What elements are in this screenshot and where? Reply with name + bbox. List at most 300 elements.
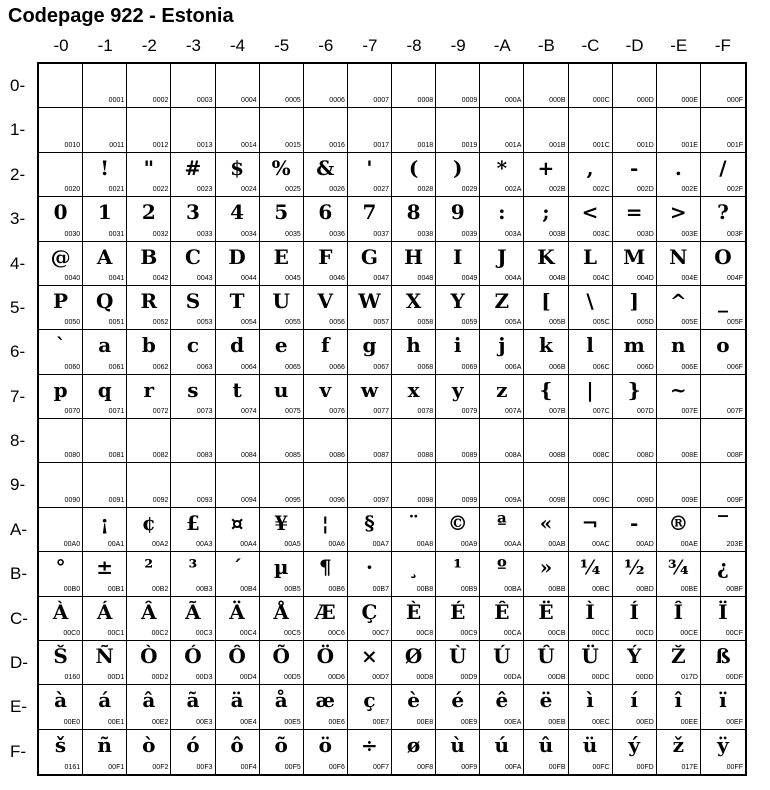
char-cell <box>348 286 392 330</box>
char-code: 00D6 <box>328 674 345 682</box>
char-code: 00A4 <box>240 541 257 549</box>
char-code: 006D <box>637 363 654 371</box>
char-cell <box>304 730 348 774</box>
char-cell <box>127 375 171 419</box>
char-cell <box>613 242 657 286</box>
char-glyph: º <box>496 555 507 580</box>
column-header: -D <box>625 36 644 55</box>
char-cell <box>436 641 480 685</box>
char-glyph: ^ <box>669 288 687 313</box>
char-code: 0063 <box>196 363 213 371</box>
char-code: 0005 <box>285 97 301 105</box>
char-cell <box>83 242 127 286</box>
char-code: 00CE <box>680 629 698 637</box>
char-code: 00EF <box>726 718 743 726</box>
char-cell <box>524 330 568 374</box>
char-cell <box>701 463 745 507</box>
char-cell <box>216 552 260 596</box>
char-code: 0036 <box>329 230 345 238</box>
char-glyph: § <box>364 510 375 535</box>
char-code: 0094 <box>241 496 257 504</box>
char-code: 00AC <box>592 541 610 549</box>
char-code: 00FD <box>636 764 654 771</box>
char-code: 00EE <box>680 718 698 726</box>
char-glyph: p <box>53 377 68 402</box>
char-glyph: ¨ <box>408 510 419 535</box>
char-cell <box>83 552 127 596</box>
char-glyph: ´ <box>232 555 243 580</box>
char-cell <box>436 508 480 552</box>
char-code: 00FC <box>592 764 610 771</box>
char-code: 0018 <box>417 141 434 149</box>
char-cell <box>436 375 480 419</box>
char-cell <box>524 375 568 419</box>
char-code: 00DD <box>635 674 654 682</box>
char-glyph: Õ <box>272 643 290 668</box>
char-glyph: " <box>143 155 155 180</box>
char-cell <box>657 508 701 552</box>
char-glyph: O <box>714 244 732 269</box>
char-cell <box>569 108 613 152</box>
char-cell <box>83 108 127 152</box>
column-header: -9 <box>450 36 466 55</box>
char-glyph: ê <box>495 688 509 713</box>
char-cell <box>613 197 657 241</box>
char-code: 0026 <box>329 186 345 194</box>
char-cell <box>436 242 480 286</box>
char-cell <box>127 330 171 374</box>
char-cell <box>436 597 480 641</box>
char-code: 00D5 <box>284 674 301 682</box>
column-header: -4 <box>229 36 246 55</box>
char-code: 00B1 <box>107 585 125 593</box>
char-glyph: Û <box>537 643 555 668</box>
char-cell <box>701 419 745 463</box>
char-cell <box>171 330 215 374</box>
char-code: 00ED <box>636 718 654 726</box>
char-code: 002B <box>549 186 566 194</box>
char-code: 008B <box>549 452 566 460</box>
char-code: 00E4 <box>240 718 257 726</box>
char-code: 001F <box>727 141 743 149</box>
char-cell <box>657 330 701 374</box>
char-cell <box>569 730 613 774</box>
char-code: 00F6 <box>328 764 345 771</box>
char-code: 000E <box>681 97 698 105</box>
char-glyph: É <box>450 599 466 624</box>
char-glyph: ] <box>629 288 639 313</box>
char-cell <box>569 330 613 374</box>
char-glyph: - <box>630 155 639 180</box>
char-glyph: * <box>496 155 508 180</box>
char-glyph: ý <box>628 732 640 757</box>
char-cell <box>39 730 83 774</box>
char-code: 00E7 <box>372 718 389 726</box>
char-code: 00DA <box>503 674 522 682</box>
char-glyph: # <box>184 155 202 180</box>
char-code: 00A7 <box>372 541 389 549</box>
char-cell <box>657 153 701 197</box>
char-glyph: i <box>453 333 462 358</box>
char-code: 00CB <box>547 629 566 637</box>
column-header: -5 <box>274 36 290 55</box>
row-header: 7- <box>10 386 26 406</box>
char-cell <box>480 685 524 729</box>
char-glyph: Ú <box>493 643 511 668</box>
char-glyph: + <box>537 155 555 180</box>
char-glyph: Ù <box>448 643 467 668</box>
char-glyph: / <box>719 155 727 180</box>
char-cell <box>304 463 348 507</box>
char-glyph: Y <box>450 288 465 313</box>
row-header: E- <box>10 697 27 717</box>
char-glyph: ? <box>717 200 729 225</box>
char-code: 00BB <box>548 585 566 593</box>
char-cell <box>524 286 568 330</box>
char-code: 004B <box>549 274 566 282</box>
char-glyph: ë <box>539 688 553 713</box>
char-code: 0085 <box>285 452 301 460</box>
char-glyph: Ò <box>140 643 158 668</box>
char-code: 00CA <box>503 629 522 637</box>
char-code: 017D <box>681 674 698 682</box>
char-code: 007A <box>505 408 522 415</box>
char-code: 0080 <box>64 452 81 460</box>
char-code: 0051 <box>108 319 125 327</box>
char-glyph: ž <box>672 732 684 757</box>
char-glyph: » <box>539 555 553 580</box>
char-cell <box>569 64 613 108</box>
char-code: 0040 <box>64 274 81 282</box>
char-code: 003B <box>549 230 566 238</box>
char-code: 00C6 <box>328 629 345 637</box>
char-glyph: . <box>674 155 682 180</box>
char-code: 00C0 <box>63 629 81 637</box>
char-cell <box>524 197 568 241</box>
char-code: 0061 <box>108 363 125 371</box>
char-cell <box>348 641 392 685</box>
char-glyph: ° <box>55 555 66 580</box>
char-code: 0039 <box>461 230 478 238</box>
char-cell <box>613 641 657 685</box>
char-code: 006A <box>505 363 522 371</box>
char-code: 0075 <box>285 408 301 415</box>
char-cell <box>171 286 215 330</box>
char-glyph: î <box>674 688 683 713</box>
row-header: 1- <box>10 120 26 140</box>
char-cell <box>260 197 304 241</box>
char-code: 00FF <box>726 764 743 771</box>
char-code: 00A0 <box>63 541 81 549</box>
char-glyph: ñ <box>97 732 112 757</box>
char-cell <box>127 197 171 241</box>
char-cell <box>524 552 568 596</box>
char-glyph: Â <box>141 599 157 624</box>
char-code: 00EB <box>548 718 566 726</box>
char-cell <box>613 64 657 108</box>
char-cell <box>39 419 83 463</box>
char-glyph: ÷ <box>361 732 378 757</box>
char-cell <box>216 64 260 108</box>
char-glyph: ó <box>186 732 200 757</box>
char-code: 004F <box>727 274 743 282</box>
char-cell <box>569 463 613 507</box>
char-cell <box>436 153 480 197</box>
column-header: -B <box>537 36 555 55</box>
char-code: 005A <box>505 319 522 327</box>
char-code: 00B3 <box>196 585 213 593</box>
char-glyph: 0 <box>53 200 68 225</box>
char-cell <box>524 463 568 507</box>
char-cell <box>436 64 480 108</box>
char-code: 0010 <box>64 141 81 149</box>
char-code: 0024 <box>241 186 257 194</box>
char-cell <box>171 64 215 108</box>
char-glyph: ) <box>452 155 463 180</box>
char-glyph: a <box>98 333 112 358</box>
char-glyph: ; <box>542 200 550 225</box>
char-cell <box>524 597 568 641</box>
char-code: 008F <box>727 452 743 460</box>
char-cell <box>392 286 436 330</box>
char-glyph: @ <box>50 244 71 269</box>
char-code: 004E <box>681 274 698 282</box>
char-code: 0097 <box>373 496 389 504</box>
char-cell <box>39 375 83 419</box>
char-cell <box>171 730 215 774</box>
row-header: 3- <box>10 209 26 229</box>
char-glyph: 7 <box>362 200 377 225</box>
char-code: 0027 <box>373 186 389 194</box>
char-glyph: E <box>273 244 289 269</box>
char-code: 0059 <box>461 319 478 327</box>
char-glyph: < <box>581 200 599 225</box>
char-glyph: Ý <box>627 643 642 668</box>
char-glyph: û <box>538 732 554 757</box>
char-code: 00E2 <box>152 718 169 726</box>
char-code: 0028 <box>417 186 434 194</box>
char-code: 00A8 <box>416 541 434 549</box>
char-glyph: æ <box>315 688 336 713</box>
char-code: 0058 <box>417 319 434 327</box>
char-cell <box>524 641 568 685</box>
char-cell <box>260 552 304 596</box>
char-glyph: Á <box>96 599 113 624</box>
char-code: 00F7 <box>373 764 389 771</box>
char-cell <box>436 197 480 241</box>
char-cell <box>613 597 657 641</box>
char-cell <box>171 242 215 286</box>
char-code: 00F1 <box>108 764 125 771</box>
char-code: 00BC <box>592 585 610 593</box>
char-code: 017E <box>681 764 698 771</box>
char-code: 0001 <box>108 97 125 105</box>
char-code: 00B2 <box>152 585 169 593</box>
char-code: 00A1 <box>107 541 125 549</box>
char-code: 203E <box>726 541 743 549</box>
char-glyph: T <box>229 288 245 313</box>
column-header: -7 <box>362 36 378 55</box>
char-code: 00D4 <box>239 674 257 682</box>
char-glyph: ' <box>366 155 373 180</box>
char-glyph: ¶ <box>318 555 332 580</box>
char-cell <box>216 153 260 197</box>
char-glyph: r <box>143 377 155 402</box>
char-glyph: M <box>623 244 646 269</box>
char-code: 00B7 <box>372 585 389 593</box>
char-code: 00EA <box>504 718 522 726</box>
char-code: 00A5 <box>284 541 301 549</box>
char-code: 002C <box>592 186 610 194</box>
char-code: 0087 <box>373 452 389 460</box>
char-code: 00E0 <box>63 718 81 726</box>
char-cell <box>524 64 568 108</box>
char-cell <box>127 64 171 108</box>
char-cell <box>260 375 304 419</box>
char-code: 00C1 <box>107 629 125 637</box>
char-glyph: ä <box>230 688 244 713</box>
char-code: 0042 <box>152 274 169 282</box>
char-glyph: Ž <box>671 643 686 668</box>
char-code: 004D <box>637 274 654 282</box>
char-cell <box>657 375 701 419</box>
char-code: 0064 <box>241 363 257 371</box>
char-cell <box>127 153 171 197</box>
char-code: 00A2 <box>152 541 169 549</box>
char-cell <box>480 375 524 419</box>
char-code: 0046 <box>329 274 345 282</box>
char-code: 00F3 <box>196 764 213 771</box>
char-cell <box>171 463 215 507</box>
char-cell <box>569 286 613 330</box>
char-cell <box>613 685 657 729</box>
char-cell <box>348 685 392 729</box>
char-cell <box>701 330 745 374</box>
char-code: 0006 <box>329 97 345 105</box>
char-code: 00FA <box>505 764 522 771</box>
char-glyph: $ <box>230 155 245 180</box>
char-code: 0054 <box>241 319 257 327</box>
row-header: 4- <box>10 253 26 273</box>
char-cell <box>304 108 348 152</box>
char-cell <box>436 286 480 330</box>
char-glyph: ± <box>96 555 114 580</box>
char-cell <box>260 242 304 286</box>
char-cell <box>304 552 348 596</box>
char-code: 0093 <box>196 496 213 504</box>
char-glyph: Æ <box>314 599 336 624</box>
char-code: 00BF <box>726 585 743 593</box>
char-cell <box>260 330 304 374</box>
char-cell <box>436 730 480 774</box>
char-code: 004C <box>592 274 610 282</box>
char-glyph: 6 <box>318 200 333 225</box>
char-cell <box>171 641 215 685</box>
char-cell <box>524 685 568 729</box>
char-glyph: \ <box>586 288 594 313</box>
char-glyph: h <box>406 333 421 358</box>
char-cell <box>260 64 304 108</box>
char-cell <box>480 730 524 774</box>
char-glyph: è <box>407 688 420 713</box>
char-cell <box>569 641 613 685</box>
char-glyph: Ü <box>581 643 599 668</box>
char-code: 0095 <box>285 496 301 504</box>
char-code: 002A <box>505 186 522 194</box>
char-cell <box>613 108 657 152</box>
char-code: 0088 <box>417 452 434 460</box>
char-cell <box>701 153 745 197</box>
char-cell <box>83 64 127 108</box>
char-code: 0029 <box>461 186 478 194</box>
char-code: 008D <box>637 452 654 460</box>
char-glyph: A <box>96 244 113 269</box>
char-cell <box>171 597 215 641</box>
char-glyph: ß <box>715 643 731 668</box>
char-code: 0025 <box>285 186 301 194</box>
char-code: 00E1 <box>107 718 125 726</box>
char-glyph: ¾ <box>667 555 689 580</box>
char-cell <box>480 242 524 286</box>
char-code: 000B <box>549 97 566 105</box>
char-cell <box>613 153 657 197</box>
char-code: 0031 <box>108 230 125 238</box>
char-glyph: P <box>53 288 69 313</box>
char-cell <box>701 197 745 241</box>
char-cell <box>348 730 392 774</box>
char-cell <box>260 419 304 463</box>
char-glyph: F <box>318 244 333 269</box>
char-code: 00C2 <box>151 629 169 637</box>
char-code: 00AE <box>680 541 698 549</box>
char-glyph: Ø <box>404 643 423 668</box>
char-code: 0092 <box>152 496 169 504</box>
char-code: 0055 <box>285 319 301 327</box>
char-cell <box>657 730 701 774</box>
char-code: 006C <box>592 363 610 371</box>
char-cell <box>524 108 568 152</box>
char-cell <box>39 641 83 685</box>
char-code: 00C8 <box>416 629 434 637</box>
char-cell <box>260 286 304 330</box>
char-cell <box>524 242 568 286</box>
char-glyph: ù <box>450 732 465 757</box>
char-cell <box>39 153 83 197</box>
char-glyph: 3 <box>185 200 200 225</box>
char-code: 000C <box>592 97 610 105</box>
char-glyph: í <box>630 688 638 713</box>
char-cell <box>701 641 745 685</box>
char-cell <box>348 197 392 241</box>
char-cell <box>83 330 127 374</box>
char-glyph: u <box>273 377 289 402</box>
char-code: 0023 <box>196 186 213 194</box>
char-code: 0030 <box>64 230 81 238</box>
char-cell <box>701 242 745 286</box>
char-code: 0019 <box>461 141 478 149</box>
char-cell <box>304 685 348 729</box>
char-cell <box>304 64 348 108</box>
char-glyph: c <box>186 333 200 358</box>
char-code: 00CD <box>635 629 654 637</box>
char-code: 005F <box>727 319 743 327</box>
char-glyph: _ <box>717 288 728 313</box>
char-glyph: y <box>451 377 464 402</box>
char-glyph: ` <box>55 333 66 358</box>
char-code: 0078 <box>417 408 434 415</box>
char-cell <box>171 153 215 197</box>
char-glyph: Š <box>53 643 68 668</box>
